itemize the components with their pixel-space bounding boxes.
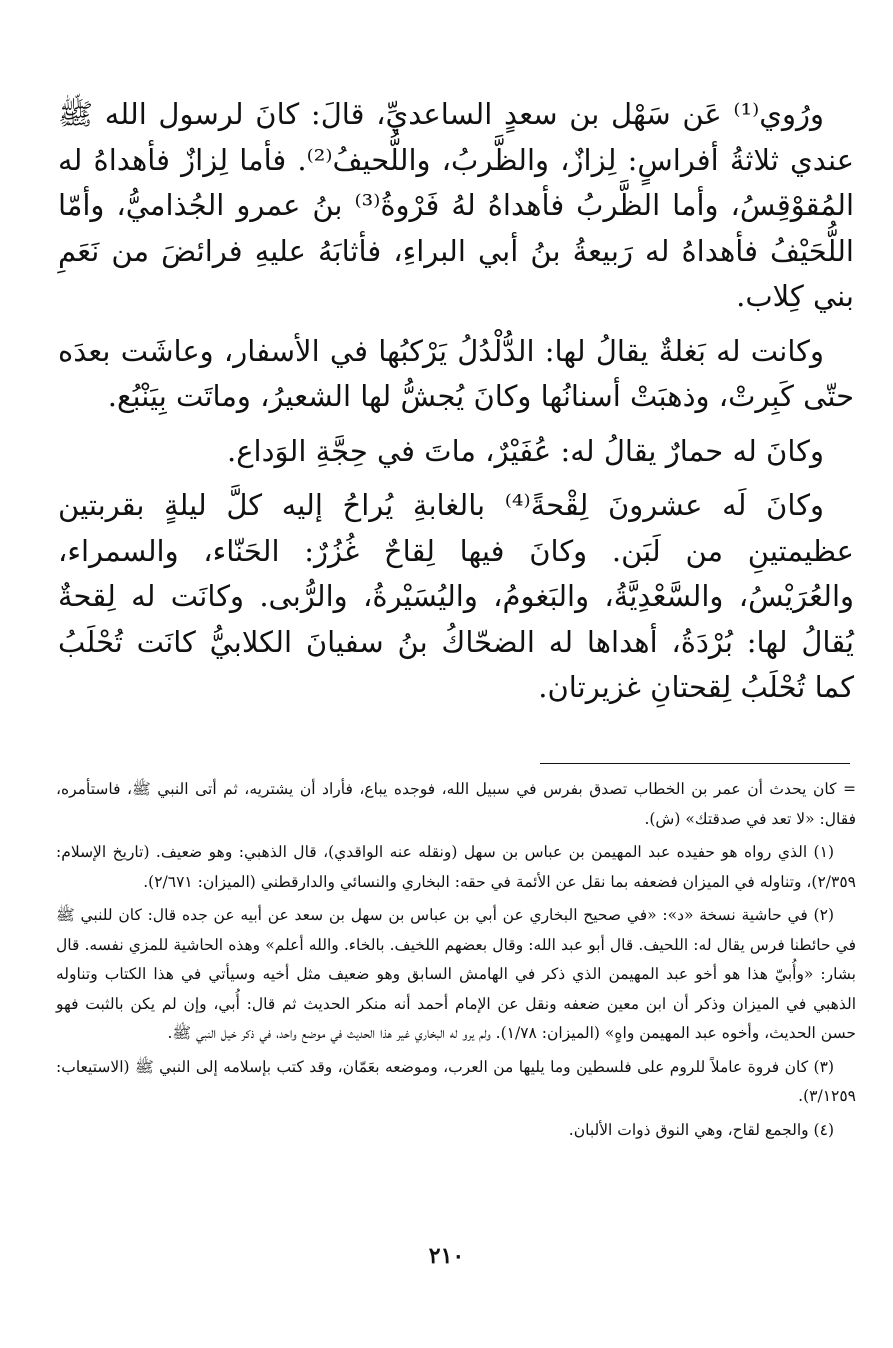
paragraph-donkey: وكانَ له حمارٌ يقالُ له: عُفَيْرٌ، ماتَ في حِجَّةِ الوَداع. <box>227 433 824 468</box>
page-number: ٢١٠ <box>428 1243 465 1269</box>
paragraph-camels: وكانَ لَه عشرونَ لِقْحةً⁽⁴⁾ بالغابةِ يُراحُ إليه كلَّ ليلةٍ بقربتين عظيمتينِ من لَبَن. وكانَ فيها لِقاحٌ غُزُرٌ: الحَنّاء، والسمراء، والعُرَيْسُ، والسَّعْدِيَّةُ، والبَغومُ، واليُسَيْرةُ، والرُّبى. وكانَت له لِقحةٌ يُقالُ لها: بُرْدَةُ، أهداها له الضحّاكُ بنُ سفيانَ الكلابيُّ كانَت تُحْلَبُ كما تُحْلَبُ لِقحتانِ غزيرتان. <box>58 488 854 704</box>
footnote-continuation: = كان يحدث أن عمر بن الخطاب تصدق بفرس في سبيل الله، فوجده يباع، فأراد أن يشتريه، ثم أتى النبي ﷺ، فاستأمره، فقال: «لا تعد في صدقتك» (ش). <box>56 780 856 828</box>
main-text <box>58 92 854 720</box>
footnote-1: (١) الذي رواه هو حفيده عبد المهيمن بن عباس بن سهل (ونقله عنه الواقدي)، قال الذهبي: وهو ضعيف. (تاريخ الإسلام: ٢/٣٥٩)، وتناوله في الميزان فضعفه بما نقل عن الأئمة في حقه: البخاري والنسائي والدارقطني (الميزان: ٢/٦٧١). <box>56 843 856 891</box>
footnote-divider <box>540 763 850 764</box>
footnote-3: (٣) كان فروة عاملاً للروم على فلسطين وما يليها من العرب، وموضعه بعَمّان، وقد كتب بإسلامه إلى النبي ﷺ (الاستيعاب: ٣/١٢٥٩). <box>56 1057 856 1105</box>
footnotes <box>56 775 856 1149</box>
paragraph-horses: ورُوي⁽¹⁾ عَن سَهْل بن سعدٍ الساعديِّ، قالَ: كانَ لرسول الله ﷺ عندي ثلاثةُ أفراسٍ: لِزازٌ، والظَّربُ، واللُّحيفُ⁽²⁾. فأما لِزازٌ فأهداهُ له المُقوْقِسُ، وأما الظَّربُ فأهداهُ لهُ فَرْوةُ⁽³⁾ بنُ عمرو الجُذاميُّ، وأمّا اللُّحَيْفُ فأهداهُ له رَبيعةُ بنُ أبي البراءِ، فأثابَهُ عليهِ فرائضَ من نَعَمِ بني كِلاب. <box>58 97 855 313</box>
footnote-2: (٢) في حاشية نسخة «د»: «في صحيح البخاري عن أبي بن عباس بن سهل بن سعد عن أبيه عن جده قال: كان للنبي ﷺ في حائطنا فرس يقال له: اللحيف. قال أبو عبد الله: وقال بعضهم اللخيف. بالخاء. والله أعلم» وهذه الحاشية للمزي نفسه. قال بشار: «وأُبيّ هذا هو أخو عبد المهيمن الذي ذكر في الهامش السابق وهو ضعيف مثل أخيه وسيأتي في هذا الكتاب وتناوله الذهبي في الميزان وذكر أن ابن معين ضعفه ونقل عن الإمام أحمد أنه منكر الحديث ثم قال: أُبي، وإن لم يكن بالثبت فهو حسن الحديث، وأخوه عبد المهيمن واهٍ» (الميزان: ١/٧٨). ولم يرو له البخاري غير هذا الحديث في موضع واحد، في ذكر خيل النبي ﷺ. <box>56 906 856 1042</box>
paragraph-mule: وكانت له بَغلةٌ يقالُ لها: الدُّلْدُلُ يَرْكبُها في الأسفار، وعاشَت بعدَه حتّى كَبِرتْ، وذهبَتْ أسنانُها وكانَ يُجشُّ لها الشعيرُ، وماتَت بِيَنْبُع. <box>58 333 854 413</box>
footnote-4: (٤) والجمع لقاح، وهي النوق ذوات الألبان. <box>568 1120 834 1139</box>
